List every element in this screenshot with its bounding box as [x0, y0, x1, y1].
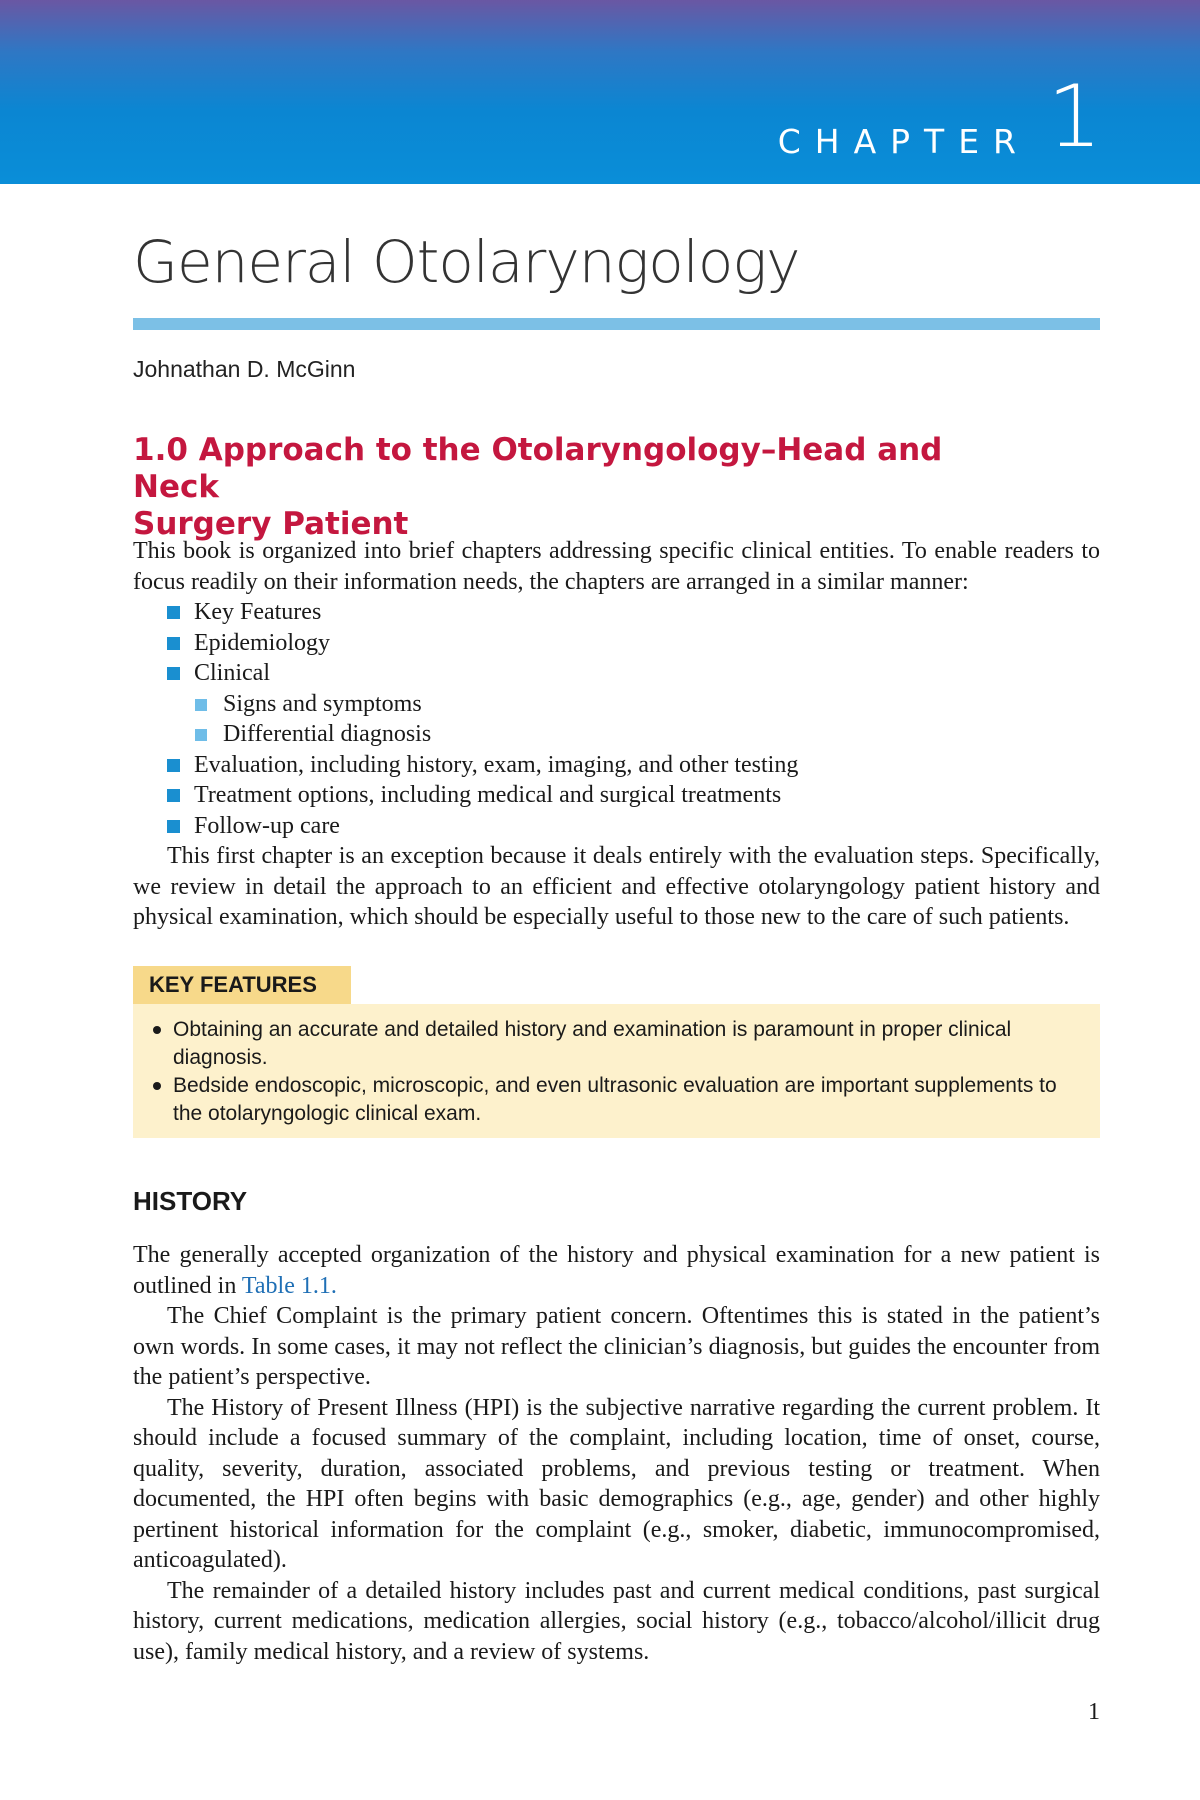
- section-heading-line2: Surgery Patient: [133, 506, 409, 542]
- history-heading: HISTORY: [133, 1186, 248, 1216]
- chapter-banner: [0, 0, 1200, 184]
- list-item: Evaluation, including history, exam, imaging, and other testing: [167, 750, 798, 781]
- list-item: Key Features: [167, 597, 798, 628]
- list-subitem: Signs and symptoms: [167, 689, 798, 720]
- list-item: Treatment options, including medical and surgical treatments: [167, 780, 798, 811]
- history-paragraph-1: The generally accepted organization of the history and physical examination for a new patient is outlined in Table 1.1.: [133, 1242, 1100, 1299]
- bullet-dot-icon: [153, 1082, 161, 1090]
- title-rule: [133, 318, 1100, 330]
- exception-paragraph: This first chapter is an exception because it deals entirely with the evaluation steps. Specifically, we review in detail the approach to an efficient and effective otolaryngology patient history and physical examination, which should be especially useful to those new to the care of such patients.: [133, 843, 1100, 930]
- chapter-title: General Otolaryngology: [133, 228, 800, 296]
- history-paragraph-4: The remainder of a detailed history includes past and current medical conditions, past surgical history, current medications, medication allergies, social history (e.g., tobacco/alcohol/illicit drug use), family medical history, and a review of systems.: [133, 1577, 1100, 1665]
- list-subitem: Differential diagnosis: [167, 719, 798, 750]
- section-heading-line1: 1.0 Approach to the Otolaryngology–Head and Neck: [133, 432, 943, 505]
- chapter-label: CHAPTER: [777, 122, 1030, 161]
- bullet-dot-icon: [153, 1026, 161, 1034]
- key-features-list: [151, 1016, 1071, 1128]
- list-item: Epidemiology: [167, 628, 798, 659]
- table-link[interactable]: Table 1.1.: [241, 1272, 337, 1299]
- square-bullet-icon: [195, 729, 207, 741]
- history-text: [133, 1240, 1100, 1667]
- section-heading: [133, 432, 1033, 543]
- list-item: Clinical: [167, 658, 798, 689]
- square-bullet-icon: [195, 699, 207, 711]
- square-bullet-icon: [167, 637, 180, 650]
- square-bullet-icon: [167, 789, 180, 802]
- square-bullet-icon: [167, 759, 180, 772]
- key-features-title: KEY FEATURES: [133, 966, 351, 1004]
- author-name: Johnathan D. McGinn: [133, 356, 356, 382]
- page-number: 1: [1088, 1699, 1100, 1725]
- key-features-box: [133, 1004, 1100, 1138]
- square-bullet-icon: [167, 820, 180, 833]
- chapter-number: 1: [1047, 67, 1102, 167]
- list-item: Obtaining an accurate and detailed history and examination is paramount in proper clinical diagnosis.: [151, 1016, 1071, 1072]
- chapter-outline-list: [167, 597, 798, 841]
- history-paragraph-3: The History of Present Illness (HPI) is the subjective narrative regarding the current problem. It should include a focused summary of the complaint, including location, time of onset, course, quality, severity, duration, associated problems, and previous testing or treatment. When documented, the HPI often begins with basic demographics (e.g., age, gender) and other highly pertinent historical information for the complaint (e.g., smoker, diabetic, immunocompromised, anticoagulated).: [133, 1394, 1100, 1573]
- list-item: Follow-up care: [167, 811, 798, 842]
- square-bullet-icon: [167, 667, 180, 680]
- list-item: Bedside endoscopic, microscopic, and even ultrasonic evaluation are important supplements to the otolaryngologic clinical exam.: [151, 1072, 1071, 1128]
- intro-paragraph: This book is organized into brief chapters addressing specific clinical entities. To enable readers to focus readily on their information needs, the chapters are arranged in a similar manner:: [133, 538, 1100, 595]
- square-bullet-icon: [167, 606, 180, 619]
- history-paragraph-2: The Chief Complaint is the primary patient concern. Oftentimes this is stated in the patient’s own words. In some cases, it may not reflect the clinician’s diagnosis, but guides the encounter from the patient’s perspective.: [133, 1303, 1100, 1390]
